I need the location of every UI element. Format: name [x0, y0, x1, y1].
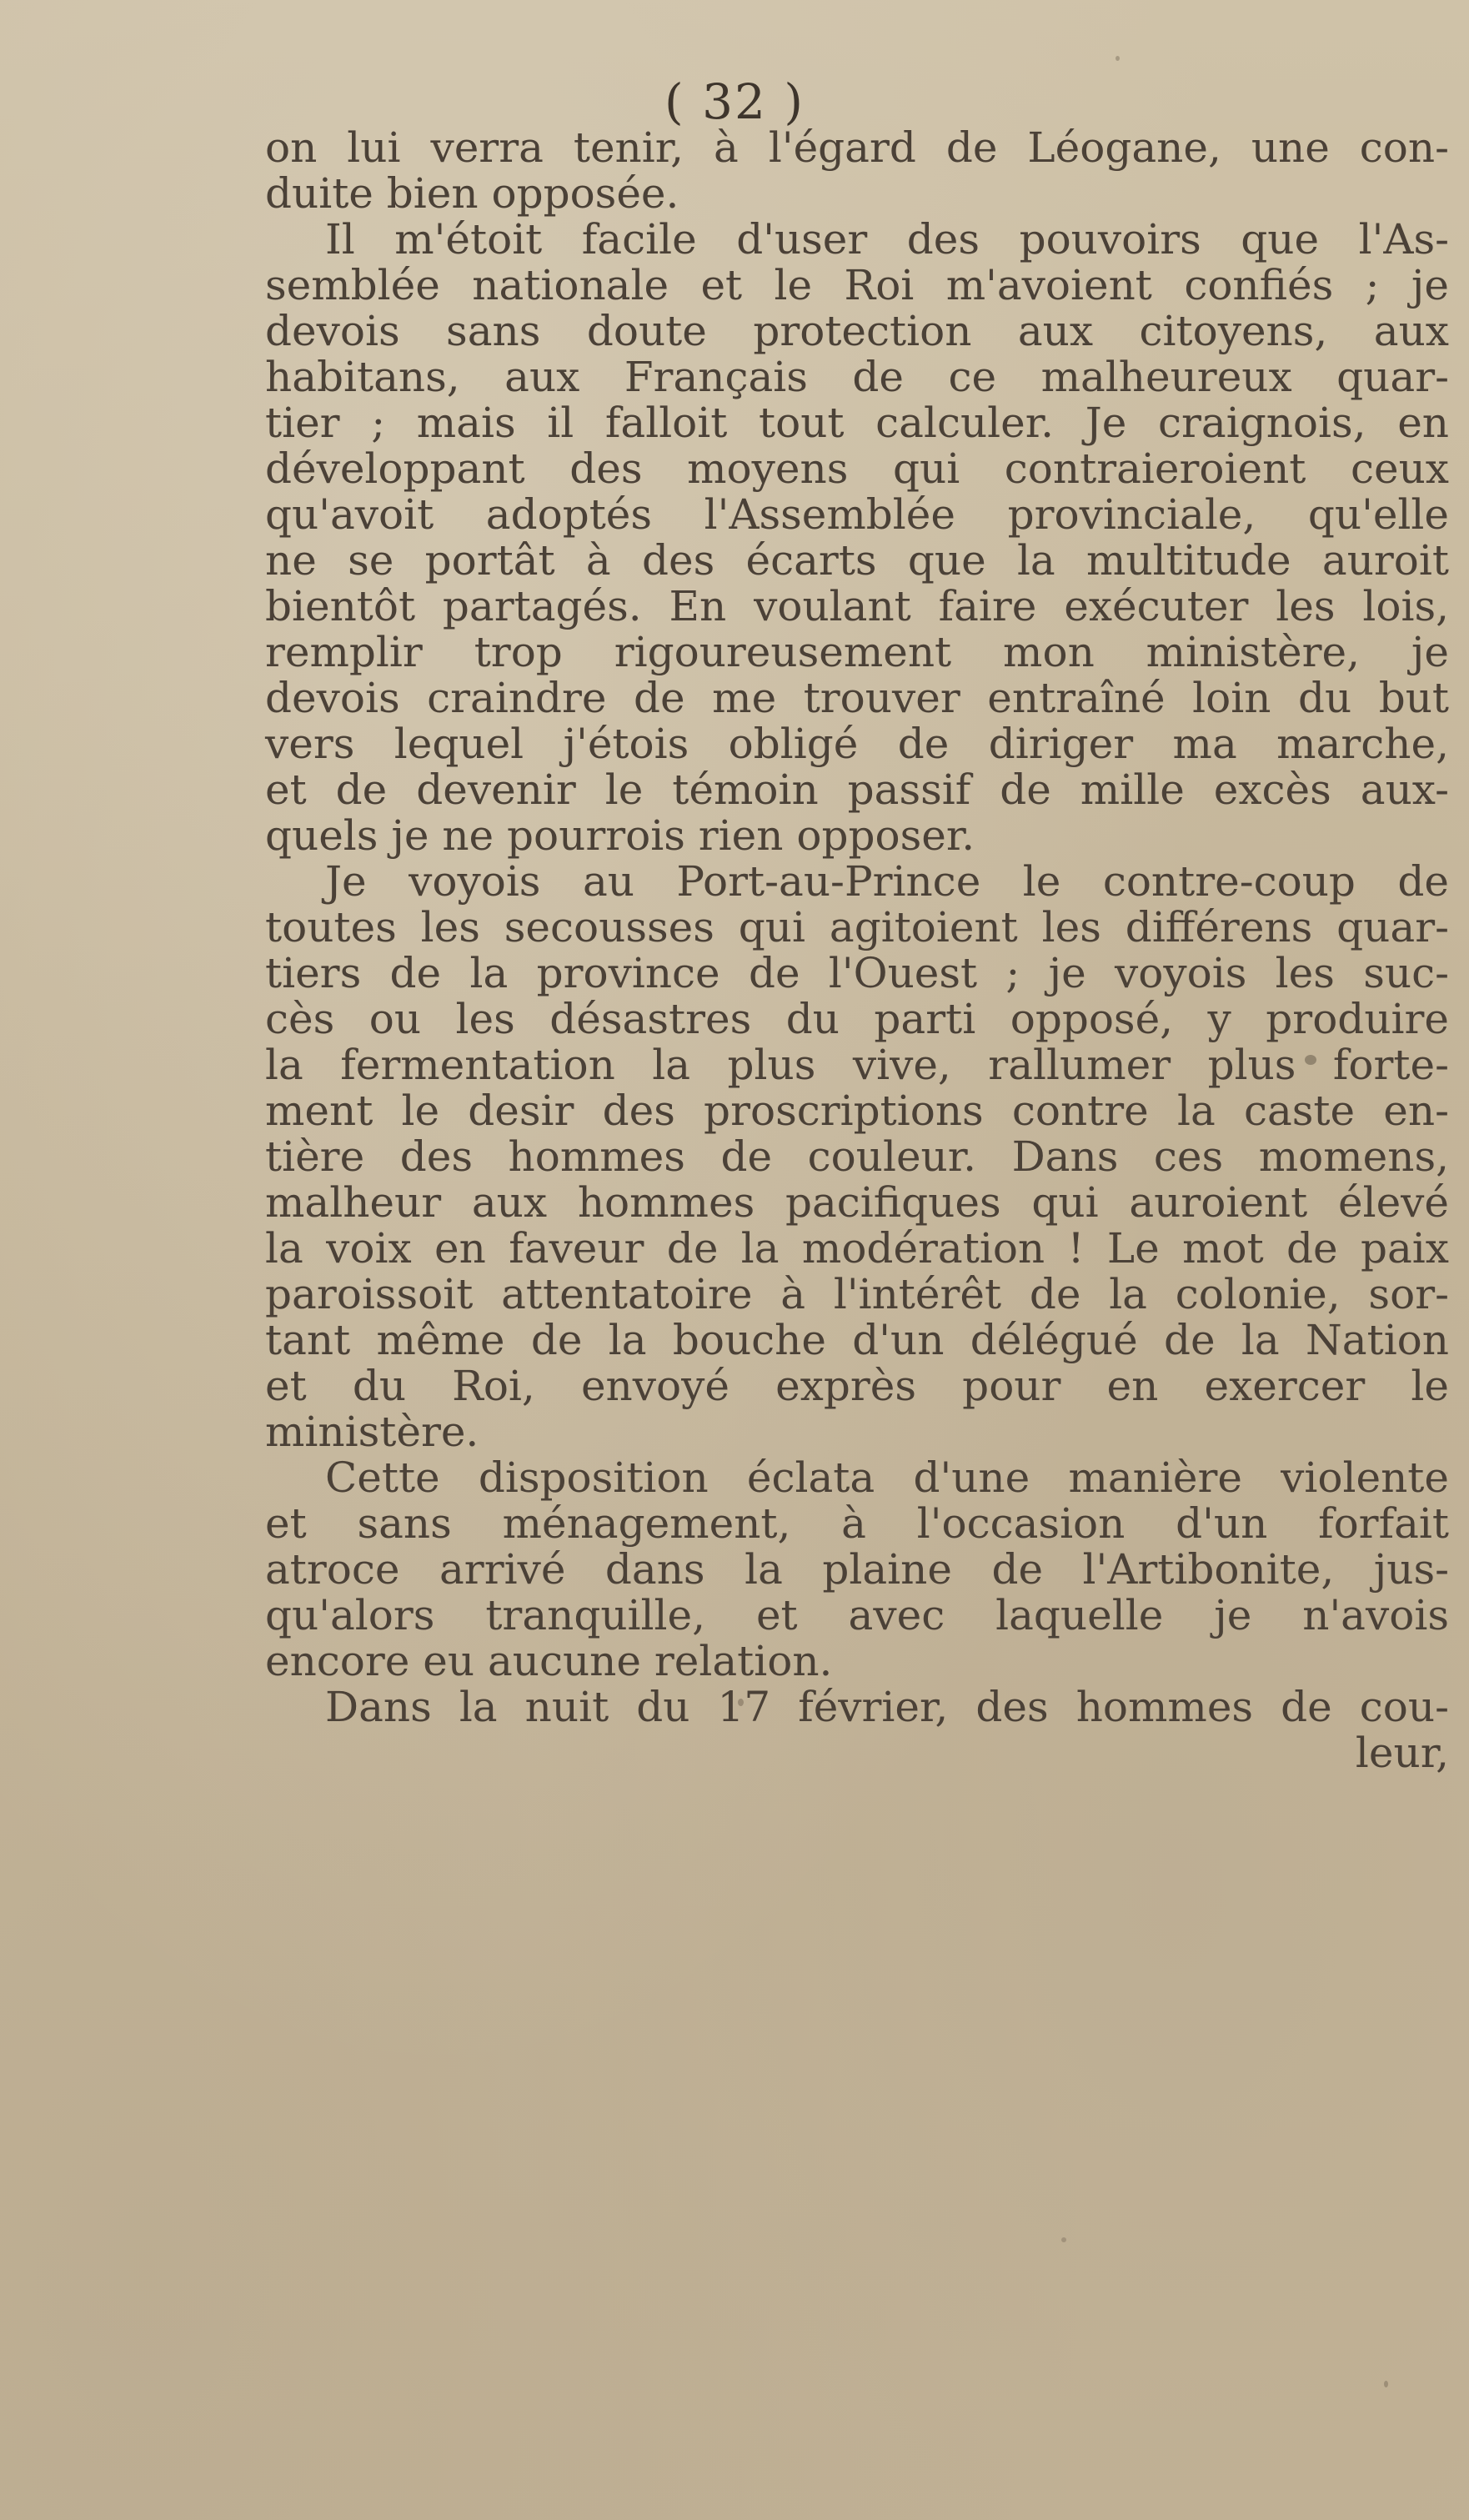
text-line: tant même de la bouche d'un délégué de la Nation	[265, 1316, 1449, 1364]
text-line: cès ou les désastres du parti opposé, y produire	[265, 995, 1449, 1043]
text-line: et du Roi, envoyé exprès pour en exercer le	[265, 1362, 1449, 1410]
page-number: ( 32 )	[664, 73, 805, 130]
ink-speck	[1061, 2237, 1066, 2242]
text-line: Je voyois au Port-au-Prince le contre-coup de	[325, 857, 1449, 906]
text-line: bientôt partagés. En voulant faire exécuter les lois,	[265, 582, 1449, 630]
body-text	[265, 125, 1449, 1776]
text-line: ministère.	[265, 1408, 479, 1456]
text-line: ment le desir des proscriptions contre la caste en-	[265, 1087, 1449, 1135]
text-line: la fermentation la plus vive, rallumer plus forte-	[265, 1041, 1449, 1089]
text-line: et de devenir le témoin passif de mille excès aux-	[265, 766, 1449, 814]
text-line: vers lequel j'étois obligé de diriger ma marche,	[265, 720, 1449, 768]
text-line: atroce arrivé dans la plaine de l'Artibonite, jus-	[265, 1545, 1449, 1594]
text-line: Dans la nuit du 17 février, des hommes de cou-	[325, 1683, 1449, 1731]
text-line: malheur aux hommes pacifiques qui auroient élevé	[265, 1178, 1449, 1227]
text-line: développant des moyens qui contraieroient ceux	[265, 444, 1449, 493]
catchword: leur,	[1355, 1729, 1449, 1777]
text-line: ne se portât à des écarts que la multitude auroit	[265, 536, 1449, 585]
text-line: devois sans doute protection aux citoyens, aux	[265, 307, 1449, 355]
text-line: toutes les secousses qui agitoient les différens quar-	[265, 903, 1449, 951]
text-line: tière des hommes de couleur. Dans ces momens,	[265, 1132, 1449, 1181]
text-line: qu'avoit adoptés l'Assemblée provinciale, qu'elle	[265, 490, 1449, 539]
ink-speck	[1116, 56, 1120, 61]
text-line: tier ; mais il falloit tout calculer. Je craignois, en	[265, 399, 1449, 447]
text-line: la voix en faveur de la modération ! Le mot de paix	[265, 1224, 1449, 1273]
text-line: semblée nationale et le Roi m'avoient confiés ; je	[265, 261, 1449, 309]
text-line: duite bien opposée.	[265, 169, 679, 218]
text-line: remplir trop rigoureusement mon ministère, je	[265, 628, 1449, 676]
text-line: paroissoit attentatoire à l'intérêt de la colonie, sor-	[265, 1270, 1449, 1318]
text-line: Il m'étoit facile d'user des pouvoirs que l'As-	[325, 215, 1449, 264]
text-line: on lui verra tenir, à l'égard de Léogane, une con-	[265, 123, 1449, 172]
ink-speck	[1384, 2381, 1388, 2387]
text-line: et sans ménagement, à l'occasion d'un forfait	[265, 1499, 1449, 1548]
text-line: devois craindre de me trouver entraîné loin du but	[265, 674, 1449, 722]
text-line: encore eu aucune relation.	[265, 1637, 833, 1685]
text-line: habitans, aux Français de ce malheureux quar-	[265, 353, 1449, 401]
text-line: qu'alors tranquille, et avec laquelle je n'avois	[265, 1591, 1449, 1639]
text-line: quels je ne pourrois rien opposer.	[265, 811, 975, 860]
text-line: Cette disposition éclata d'une manière violente	[325, 1453, 1449, 1502]
text-line: tiers de la province de l'Ouest ; je voyois les suc-	[265, 949, 1449, 997]
